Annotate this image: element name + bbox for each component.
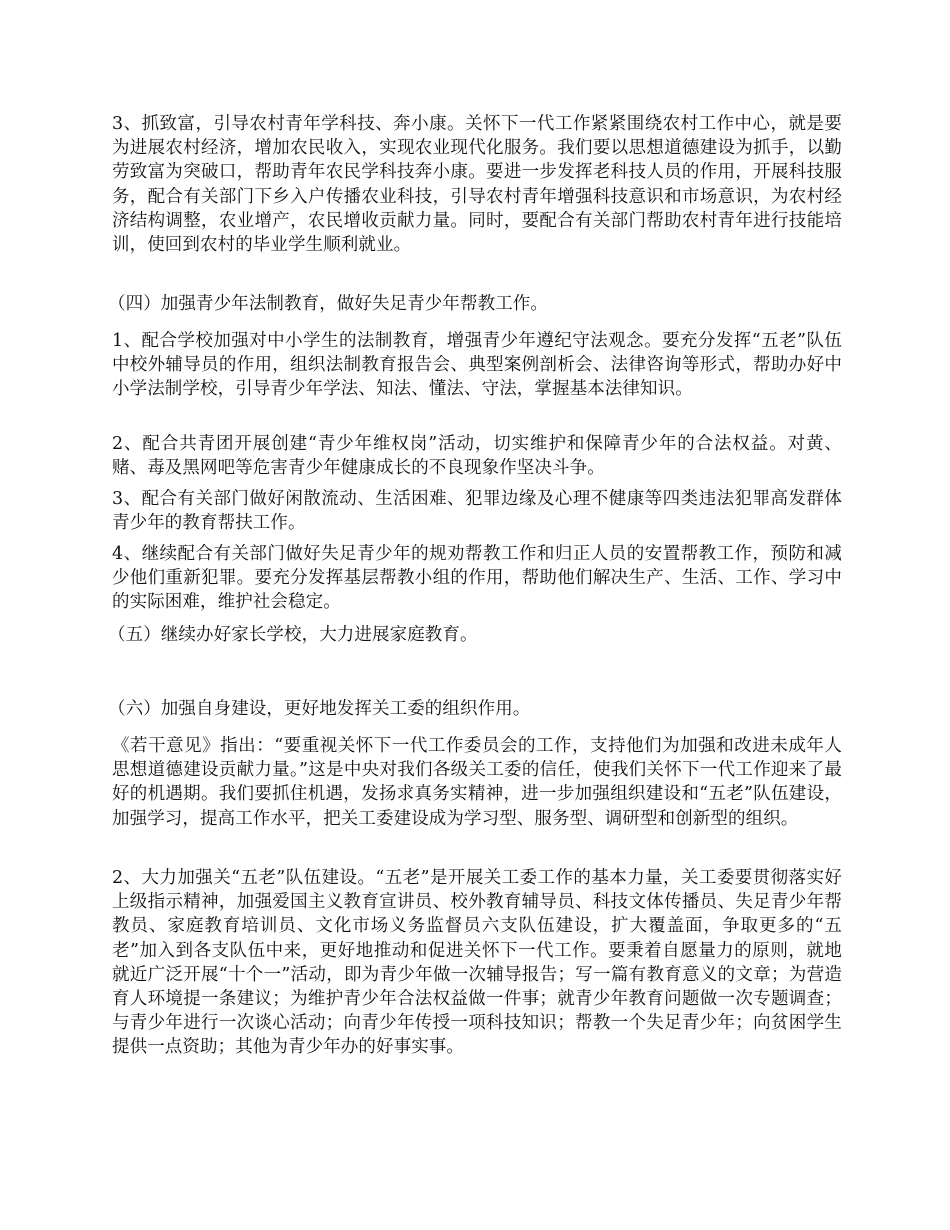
paragraph-rehabilitation: 4、继续配合有关部门做好失足青少年的规劝帮教工作和归正人员的安置帮教工作，预防和减少他们重新犯罪。要充分发挥基层帮教小组的作用，帮助他们解决生产、生活、工作、学习中的实际困难，维护社会稳定。 — [112, 544, 842, 613]
section-heading-6: （六）加强自身建设，更好地发挥关工委的组织作用。 — [108, 699, 531, 719]
section-heading-4: （四）加强青少年法制教育，做好失足青少年帮教工作。 — [108, 294, 548, 314]
section-heading-5: （五）继续办好家长学校，大力进展家庭教育。 — [108, 625, 478, 645]
paragraph-rights-post: 2、配合共青团开展创建“青少年维权岗”活动，切实维护和保障青少年的合法权益。对黄、赌、毒及黑网吧等危害青少年健康成长的不良现象作坚决斗争。 — [112, 434, 842, 479]
paragraph-agri-tech: 3、抓致富，引导农村青年学科技、奔小康。关怀下一代工作紧紧围绕农村工作中心，就是要为进展农村经济，增加农民收入，实现农业现代化服务。我们要以思想道德建设为抓手，以勤劳致富为突破口，帮助青年农民学科技奔小康。要进一步发挥老科技人员的作用，开展科技服务，配合有关部门下乡入户传播农业科技，引导农村青年增强科技意识和市场意识，为农村经济结构调整，农业增产，农民增收贡献力量。同时，要配合有关部门帮助农村青年进行技能培训，使回到农村的毕业学生顺利就业。 — [112, 114, 842, 256]
paragraph-five-elders: 2、大力加强关“五老”队伍建设。“五老”是开展关工委工作的基本力量，关工委要贯彻落实好上级指示精神，加强爱国主义教育宣讲员、校外教育辅导员、科技文体传播员、失足青少年帮教员、家庭教育培训员、文化市场义务监督员六支队伍建设，扩大覆盖面，争取更多的“五老”加入到各支队伍中来，更好地推动和促进关怀下一代工作。要秉着自愿量力的原则，就地就近广泛开展“十个一”活动，即为青少年做一次辅导报告；写一篇有教育意义的文章；为营造育人环境提一条建议；为维护青少年合法权益做一件事；就青少年教育问题做一次专题调查；与青少年进行一次谈心活动；向青少年传授一项科技知识；帮教一个失足青少年；向贫困学生提供一点资助；其他为青少年办的好事实事。 — [112, 868, 842, 1058]
paragraph-youth-assistance: 3、配合有关部门做好闲散流动、生活困难、犯罪边缘及心理不健康等四类违法犯罪高发群体青少年的教育帮扶工作。 — [112, 489, 842, 534]
paragraph-opinion-quote: 《若干意见》指出：“要重视关怀下一代工作委员会的工作，支持他们为加强和改进未成年人思想道德建设贡献力量。”这是中央对我们各级关工委的信任，使我们关怀下一代工作迎来了最好的机遇期。我们要抓住机遇，发扬求真务实精神，进一步加强组织建设和“五老”队伍建设，加强学习，提高工作水平，把关工委建设成为学习型、服务型、调研型和创新型的组织。 — [112, 736, 842, 829]
paragraph-legal-education: 1、配合学校加强对中小学生的法制教育，增强青少年遵纪守法观念。要充分发挥“五老”队伍中校外辅导员的作用，组织法制教育报告会、典型案例剖析会、法律咨询等形式，帮助办好中小学法制学校，引导青少年学法、知法、懂法、守法，掌握基本法律知识。 — [112, 331, 842, 400]
